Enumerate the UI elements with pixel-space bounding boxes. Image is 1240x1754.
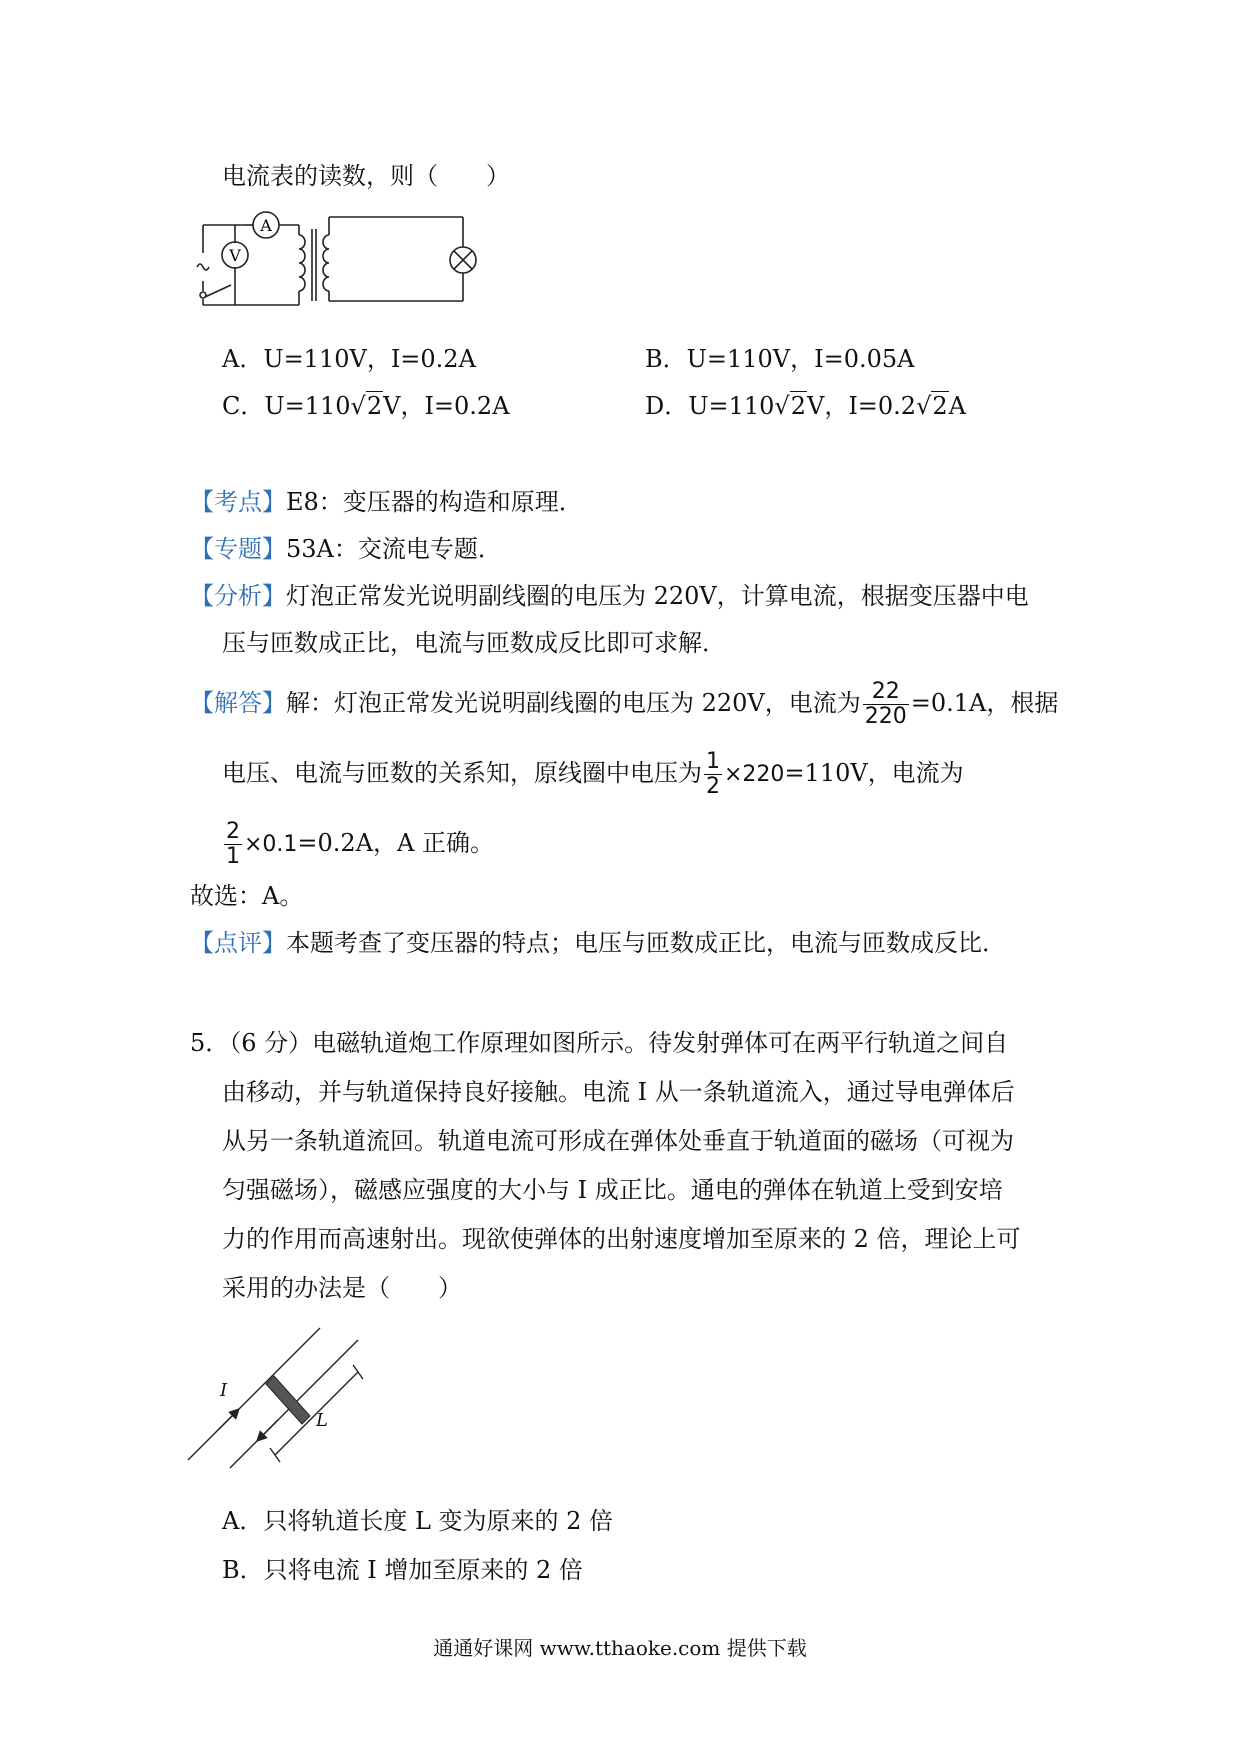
fraction: $\frac{22}{220}$ (864, 679, 907, 729)
jieda-line2: 电压、电流与匝数的关系知，原线圈中电压为 $\frac{1}{2}$ ×220=110V，电流为 (222, 749, 964, 799)
length-label: L (316, 1410, 328, 1431)
q5-option-b: B．只将电流 I 增加至原来的 2 倍 (222, 1556, 583, 1584)
ammeter-label: A (260, 216, 272, 235)
railgun-diagram (180, 1320, 390, 1470)
q5-line-3: 从另一条轨道流回。轨道电流可形成在弹体处垂直于轨道面的磁场（可视为 (222, 1127, 1014, 1155)
fraction: $\frac{1}{2}$ (706, 749, 720, 799)
sqrt-symbol: √2 (774, 392, 806, 420)
q4-option-c: C．U=110√2V，I=0.2A (222, 392, 510, 420)
fraction: $\frac{2}{1}$ (226, 819, 240, 869)
zhuanti: 【专题】53A：交流电专题． (190, 535, 502, 563)
jieda-line1: 【解答】解：灯泡正常发光说明副线圈的电压为 220V，电流为 $\frac{22}{220}$ =0.1A，根据 (190, 679, 1059, 729)
page-footer: 通通好课网 www.tthaoke.com 提供下载 (433, 1636, 807, 1660)
transformer-circuit-diagram (195, 205, 480, 325)
dianping: 【点评】本题考查了变压器的特点；电压与匝数成正比，电流与匝数成反比． (190, 929, 1006, 957)
sqrt-symbol: √2 (350, 392, 383, 420)
guxuan: 故选：A。 (190, 882, 304, 910)
fenxi-line1: 【分析】灯泡正常发光说明副线圈的电压为 220V，计算电流，根据变压器中电 (190, 582, 1029, 610)
fenxi-line2: 压与匝数成正比，电流与匝数成反比即可求解． (222, 629, 726, 657)
sqrt-symbol: √2 (916, 392, 948, 420)
q4-option-d: D．U=110√2V，I=0.2√2A (645, 392, 966, 420)
current-label: I (220, 1380, 228, 1401)
q4-option-a: A．U=110V，I=0.2A (222, 345, 476, 373)
q5-line-6: 采用的办法是（ ） (222, 1274, 462, 1302)
jieda-line3: $\frac{2}{1}$ ×0.1=0.2A，A 正确。 (226, 819, 494, 869)
voltmeter-label: V (229, 246, 241, 265)
q5-option-a: A．只将轨道长度 L 变为原来的 2 倍 (222, 1507, 614, 1535)
q5-line-5: 力的作用而高速射出。现欲使弹体的出射速度增加至原来的 2 倍，理论上可 (222, 1225, 1021, 1253)
q4-option-b: B．U=110V，I=0.05A (645, 345, 915, 373)
q5-line-1: 5．（6 分）电磁轨道炮工作原理如图所示。待发射弹体可在两平行轨道之间自 (190, 1029, 1009, 1057)
q5-line-4: 匀强磁场），磁感应强度的大小与 I 成正比。通电的弹体在轨道上受到安培 (222, 1176, 1003, 1204)
q5-line-2: 由移动，并与轨道保持良好接触。电流 I 从一条轨道流入，通过导电弹体后 (222, 1078, 1015, 1106)
kaodian: 【考点】E8：变压器的构造和原理． (190, 488, 583, 516)
q4-stem-tail: 电流表的读数，则（ ） (222, 162, 510, 190)
